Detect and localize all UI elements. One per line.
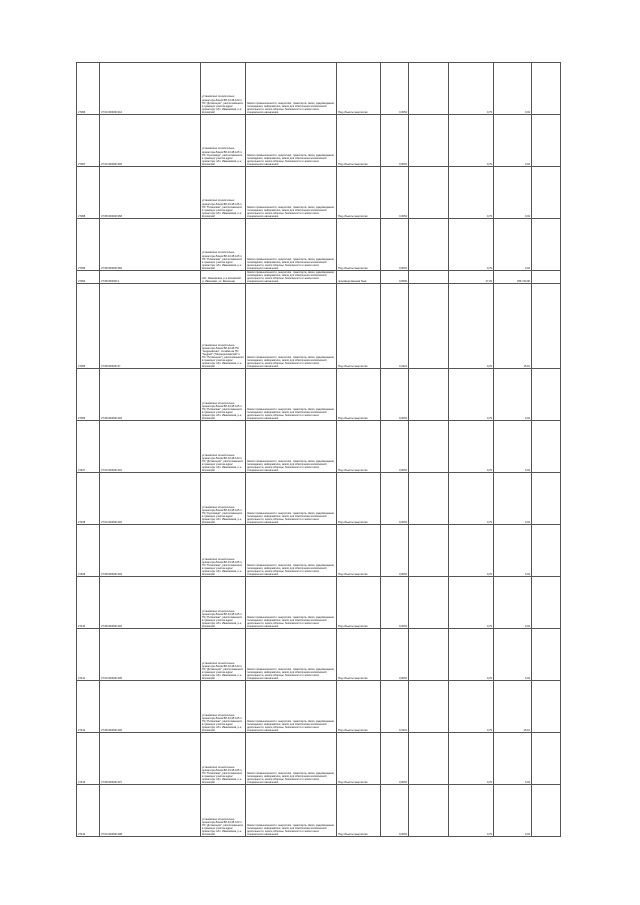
cell-location: установлено относительно ориентира Линия ВЛ-10 кВ 125 п. ПС "Ризинская", расположенного в границах участка адрес ориентира: обл. Ивановская, р-н Кохомский xyxy=(201,167,246,219)
table-row xyxy=(77,421,561,473)
cell-permitted-use: Под объекты энергетики xyxy=(337,681,381,733)
cell-tax: 0,04 xyxy=(494,369,532,421)
table-row xyxy=(77,369,561,421)
cell-id: 27064 xyxy=(77,271,100,284)
cell-empty xyxy=(532,63,561,115)
cell-cost: 0,79 xyxy=(449,733,494,785)
cell-tax: 15,10 xyxy=(494,681,532,733)
cell-permitted-use: производственная база xyxy=(337,271,381,284)
cell-id: 27068 xyxy=(77,167,100,219)
cell-tax: 0,04 xyxy=(494,473,532,525)
cell-tax: 0,04 xyxy=(494,167,532,219)
cell-location: установлено относительно ориентира Линия ВЛ-10 кВ 125 п. ПС "Кунховиди", расположенного в границах участка адрес ориентира: обл. Ивановская, р-н Кохомский xyxy=(201,473,246,525)
cell-id: 27066 xyxy=(77,369,100,421)
cell-land-category: Земли промышленности, энергетики, транспорта, связи, радиовещания, телевидения, информатики, земли для обеспечения космической деятельности, земли обороны, безопасности и земли иного специального назначения xyxy=(246,167,337,219)
cell-cost: 0,79 xyxy=(449,369,494,421)
cell-tax: 0,04 xyxy=(494,63,532,115)
cell-land-category: Земли промышленности, энергетики, транспорта, связи, радиовещания, телевидения, информатики, земли для обеспечения космической деятельности, земли обороны, безопасности и земли иного специального назначения xyxy=(246,473,337,525)
cell-tax: 0,04 xyxy=(494,629,532,681)
cell-rate xyxy=(409,115,449,167)
cell-permitted-use: Под объекты энергетики xyxy=(337,284,381,369)
cell-permitted-use: Под объекты энергетики xyxy=(337,219,381,271)
cell-cost: 0,79 xyxy=(449,167,494,219)
cell-id: 27067 xyxy=(77,115,100,167)
cell-id: 27413 xyxy=(77,733,100,785)
cell-cadastral-number: 37:04:000000:408 xyxy=(100,785,201,837)
cell-id: 27407 xyxy=(77,421,100,473)
cell-tax: 0,04 xyxy=(494,733,532,785)
cell-permitted-use: Под объекты энергетики xyxy=(337,369,381,421)
cell-location: установлено относительно ориентира Линия ВЛ-10 кВ 125 п. ПС "Кунховиди", расположенного в границах участка адрес ориентира: обл. Ивановская, р-н Кохомский xyxy=(201,115,246,167)
cell-cadastral-number: 37:04:000000:402 xyxy=(100,473,201,525)
cell-id: 27069 xyxy=(77,219,100,271)
cell-land-category: Земли промышленности, энергетики, транспорта, связи, радиовещания, телевидения, информатики, земли для обеспечения космической деятельности, земли обороны, безопасности и земли иного специального назначения xyxy=(246,577,337,629)
table-row xyxy=(77,577,561,629)
cell-area: 0,0054 xyxy=(381,167,409,219)
cell-cost: 0,79 xyxy=(449,473,494,525)
cell-land-category: Земли промышленности, энергетики, транспорта, связи, радиовещания, телевидения, информатики, земли для обеспечения космической деятельности, земли обороны, безопасности и земли иного специального назначения xyxy=(246,63,337,115)
cell-permitted-use: Под объекты энергетики xyxy=(337,63,381,115)
cell-cadastral-number: 37:04:000000:405 xyxy=(100,629,201,681)
cell-land-category: Земли промышленности, энергетики, транспорта, связи, радиовещания, телевидения, информатики, земли для обеспечения космической деятельности, земли обороны, безопасности и земли иного специального назначения xyxy=(246,733,337,785)
cell-cadastral-number: 37:04:000000:344 xyxy=(100,63,201,115)
cell-rate xyxy=(409,629,449,681)
cell-id: 27408 xyxy=(77,473,100,525)
cell-empty xyxy=(532,219,561,271)
cell-empty xyxy=(532,473,561,525)
cell-empty xyxy=(532,115,561,167)
table-row xyxy=(77,629,561,681)
cell-empty xyxy=(532,733,561,785)
cell-permitted-use: Под объекты энергетики xyxy=(337,629,381,681)
cell-empty xyxy=(532,284,561,369)
cell-cadastral-number: 37:08:000000:403 xyxy=(100,525,201,577)
cell-cadastral-number: 37:08:000000:368 xyxy=(100,167,201,219)
cell-location: установлено относительно ориентира Линия ВЛ-10 кВ 125 п. ПС "Ризинская", расположенного в границах участка адрес ориентира: обл. Ивановская, р-н Кохомский xyxy=(201,219,246,271)
table-row xyxy=(77,284,561,369)
cell-cadastral-number: 37:08:000000:369 xyxy=(100,219,201,271)
cell-id: 27066 xyxy=(77,63,100,115)
cell-area: 0,0054 xyxy=(381,63,409,115)
land-plot-register-table xyxy=(76,62,561,837)
cell-empty xyxy=(532,369,561,421)
cell-tax: 259 740,00 xyxy=(494,271,532,284)
cell-area: 0,0054 xyxy=(381,115,409,167)
table-row xyxy=(77,167,561,219)
cell-tax: 0,04 xyxy=(494,115,532,167)
cell-location: установлено относительно ориентира Линия ВЛ-10 кВ 125 п. ПС "Ризинская", расположенного в границах участка адрес ориентира: обл. Ивановская, р-н Кохомский xyxy=(201,681,246,733)
cell-permitted-use: Под объекты энергетики xyxy=(337,473,381,525)
cell-area: 0,0054 xyxy=(381,369,409,421)
table-row xyxy=(77,473,561,525)
cell-location: установлено относительно ориентира Линия ВЛ-10 кВ 120 п. ПС "Дитмошуки", расположенного в границах участка адрес ориентира: обл. Ивановская, р-н Кохомский xyxy=(201,785,246,837)
cell-cadastral-number: 37:08:000000:406 xyxy=(100,681,201,733)
cell-area: 0,0054 xyxy=(381,733,409,785)
cell-rate xyxy=(409,219,449,271)
cell-permitted-use: Под объекты энергетики xyxy=(337,733,381,785)
table-row xyxy=(77,115,561,167)
cell-land-category: Земли промышленности, энергетики, транспорта, связи, радиовещания, телевидения, информатики, земли для обеспечения космической деятельности, земли обороны, безопасности и земли иного специального назначения xyxy=(246,525,337,577)
cell-rate xyxy=(409,785,449,837)
cell-land-category: Земли промышленности, энергетики, транспорта, связи, радиовещания, телевидения, информатики, земли для обеспечения космической деятельности, земли обороны, безопасности и земли иного специального назначения xyxy=(246,681,337,733)
cell-permitted-use: Под объекты энергетики xyxy=(337,577,381,629)
cell-location: установлено относительно ориентира Линия ВЛ-10 кВ 125 п. ПС "Ризинская", расположенного в границах участка адрес ориентира: обл. Ивановская, р-н Кохомский xyxy=(201,577,246,629)
cell-area: 0,0054 xyxy=(381,473,409,525)
cell-cost: 0,79 xyxy=(449,785,494,837)
cell-land-category: Земли промышленности, энергетики, транспорта, связи, радиовещания, телевидения, информатики, земли для обеспечения космической деятельности, земли обороны, безопасности и земли иного специального назначения xyxy=(247,271,335,284)
cell-land-category: Земли промышленности, энергетики, транспорта, связи, радиовещания, телевидения, информатики, земли для обеспечения космической деятельности, земли обороны, безопасности и земли иного специального назначения xyxy=(246,785,337,837)
cell-permitted-use: Под объекты энергетики xyxy=(337,525,381,577)
table-row xyxy=(77,733,561,785)
cell-cost: 0,79 xyxy=(449,629,494,681)
cell-land-category: Земли промышленности, энергетики, транспорта, связи, радиовещания, телевидения, информатики, земли для обеспечения космической деятельности, земли обороны, безопасности и земли иного специального назначения xyxy=(246,629,337,681)
cell-area: 0,0054 xyxy=(381,577,409,629)
cell-location: установлено относительно ориентира Линия ВЛ-10 кВ 125 п. ПС "Ризинская", расположенного в границах участка адрес ориентира: обл. Ивановская, р-н Кохомский xyxy=(201,369,246,421)
cell-rate xyxy=(409,733,449,785)
cell-id: 27412 xyxy=(77,681,100,733)
cell-cadastral-number: 37:08:000000:407 xyxy=(100,733,201,785)
table-row xyxy=(77,271,561,284)
cell-permitted-use: Под объекты энергетики xyxy=(337,167,381,219)
cell-empty xyxy=(532,629,561,681)
cell-cadastral-number: 37:04:000000:401 xyxy=(100,421,201,473)
cell-cost: 0,79 xyxy=(449,63,494,115)
cell-tax: 0,04 xyxy=(494,525,532,577)
cell-cost: 0,79 xyxy=(449,525,494,577)
cell-land-category: Земли промышленности, энергетики, транспорта, связи, радиовещания, телевидения, информатики, земли для обеспечения космической деятельности, земли обороны, безопасности и земли иного специального назначения xyxy=(246,369,337,421)
cell-id: 27410 xyxy=(77,577,100,629)
cell-area: 0,0054 xyxy=(381,525,409,577)
cell-cost: 0,79 xyxy=(449,577,494,629)
cell-land-category: Земли промышленности, энергетики, транспорта, связи, радиовещания, телевидения, информатики, земли для обеспечения космической деятельности, земли обороны, безопасности и земли иного специального назначения xyxy=(246,219,337,271)
cell-cost: 0,79 xyxy=(449,284,494,369)
cell-empty xyxy=(532,167,561,219)
cell-cadastral-number: 37:08:000000:47 xyxy=(100,284,201,369)
cell-location: установлено относительно ориентира Линия ВЛ-10 кВ 120 п. ПС "Дитмошуки", расположенного в границах участка адрес ориентира: обл. Ивановская, р-н Кохомский xyxy=(201,629,246,681)
table-row xyxy=(77,681,561,733)
cell-empty xyxy=(532,785,561,837)
cell-tax: 0,04 xyxy=(494,785,532,837)
cell-area: 0,0054 xyxy=(381,421,409,473)
cell-rate xyxy=(409,284,449,369)
cell-area: 0,0054 xyxy=(381,629,409,681)
cell-location: установлено относительно ориентира Линия ВЛ-10 кВ 125 п. ПС "Ризинская", расположенного в границах участка адрес ориентира: обл. Ивановская, р-н Кохомский xyxy=(201,733,246,785)
cell-rate xyxy=(409,369,449,421)
cell-rate xyxy=(409,421,449,473)
cell-area: 0,1924 xyxy=(381,284,409,369)
cell-location: установлено относительно ориентира Линия ВЛ-10 кВ 120 п. ПС "Дитмошуки", расположенного в границах участка адрес ориентира: обл. Ивановская, р-н Кохомский xyxy=(201,421,246,473)
cell-land-category: Земли промышленности, энергетики, транспорта, связи, радиовещания, телевидения, информатики, земли для обеспечения космической деятельности, земли обороны, безопасности и земли иного специального назначения xyxy=(246,284,337,369)
cell-location: установлено относительно ориентира Линия ВЛ-10 кВ ПС "Андреевская", отпайка на ПС "Андрей" ("Мирзорисиевский" и ПС "Литмошуки"), расположенного в границах участка адрес ориентира: обл. Ивановская, р-н Кохомский xyxy=(201,284,246,369)
cell-id: 27411 xyxy=(77,629,100,681)
cell-cost: 0,79 xyxy=(449,681,494,733)
cell-rate xyxy=(409,473,449,525)
table-row xyxy=(77,525,561,577)
cell-rate xyxy=(409,577,449,629)
cell-id: 27414 xyxy=(77,785,100,837)
cell-permitted-use: Под объекты энергетики xyxy=(337,421,381,473)
cell-permitted-use: Под объекты энергетики xyxy=(337,785,381,837)
cell-area: 0,6500 xyxy=(381,271,409,284)
cell-rate xyxy=(409,167,449,219)
cell-location: обл. Ивановская, р-н Кохомский, д. Ивашково, ул. Школьная xyxy=(201,271,246,284)
cell-cost: 0,79 xyxy=(449,115,494,167)
cell-tax: 0,04 xyxy=(494,219,532,271)
table-row xyxy=(77,785,561,837)
table-row xyxy=(77,219,561,271)
cell-cost: 0,79 xyxy=(449,219,494,271)
cell-rate xyxy=(409,271,449,284)
cell-rate xyxy=(409,63,449,115)
table-body xyxy=(77,63,561,837)
cell-area: 0,0054 xyxy=(381,219,409,271)
table-row xyxy=(77,63,561,115)
cell-land-category: Земли промышленности, энергетики, транспорта, связи, радиовещания, телевидения, информатики, земли для обеспечения космической деятельности, земли обороны, безопасности и земли иного специального назначения xyxy=(246,115,337,167)
cell-tax: 15,10 xyxy=(494,284,532,369)
cell-rate xyxy=(409,681,449,733)
cell-id: 27409 xyxy=(77,525,100,577)
cell-cost: 0,79 xyxy=(449,421,494,473)
cell-location: установлено относительно ориентира Линия ВЛ-10 кВ 120 п. ПС "Дитмошуки", расположенного в границах участка адрес ориентира: обл. Ивановская, р-н Кохомский xyxy=(201,63,246,115)
cell-rate xyxy=(409,525,449,577)
cell-permitted-use: Под объекты энергетики xyxy=(337,115,381,167)
cell-tax: 0,04 xyxy=(494,577,532,629)
cell-cost: 47,29 xyxy=(449,271,494,284)
cell-cadastral-number: 37:08:000000:404 xyxy=(100,577,201,629)
cell-cadastral-number: 37:04:000000:345 xyxy=(100,115,201,167)
cell-empty xyxy=(532,525,561,577)
cell-area: 0,0054 xyxy=(381,785,409,837)
cell-cadastral-number: 37:08:000000:4 xyxy=(100,271,201,284)
cell-empty xyxy=(532,271,561,284)
cell-location: установлено относительно ориентира Линия ВЛ-10 кВ 125 п. ПС "Ризинская", расположенного в границах участка адрес ориентира: обл. Ивановская, р-н Кохомский xyxy=(201,525,246,577)
cell-tax: 0,04 xyxy=(494,421,532,473)
cell-id: 27065 xyxy=(77,284,100,369)
cell-empty xyxy=(532,577,561,629)
cell-cadastral-number: 37:08:000000:403 xyxy=(100,369,201,421)
cell-empty xyxy=(532,421,561,473)
cell-land-category: Земли промышленности, энергетики, транспорта, связи, радиовещания, телевидения, информатики, земли для обеспечения космической деятельности, земли обороны, безопасности и земли иного специального назначения xyxy=(246,421,337,473)
cell-empty xyxy=(532,681,561,733)
cell-area: 0,1924 xyxy=(381,681,409,733)
